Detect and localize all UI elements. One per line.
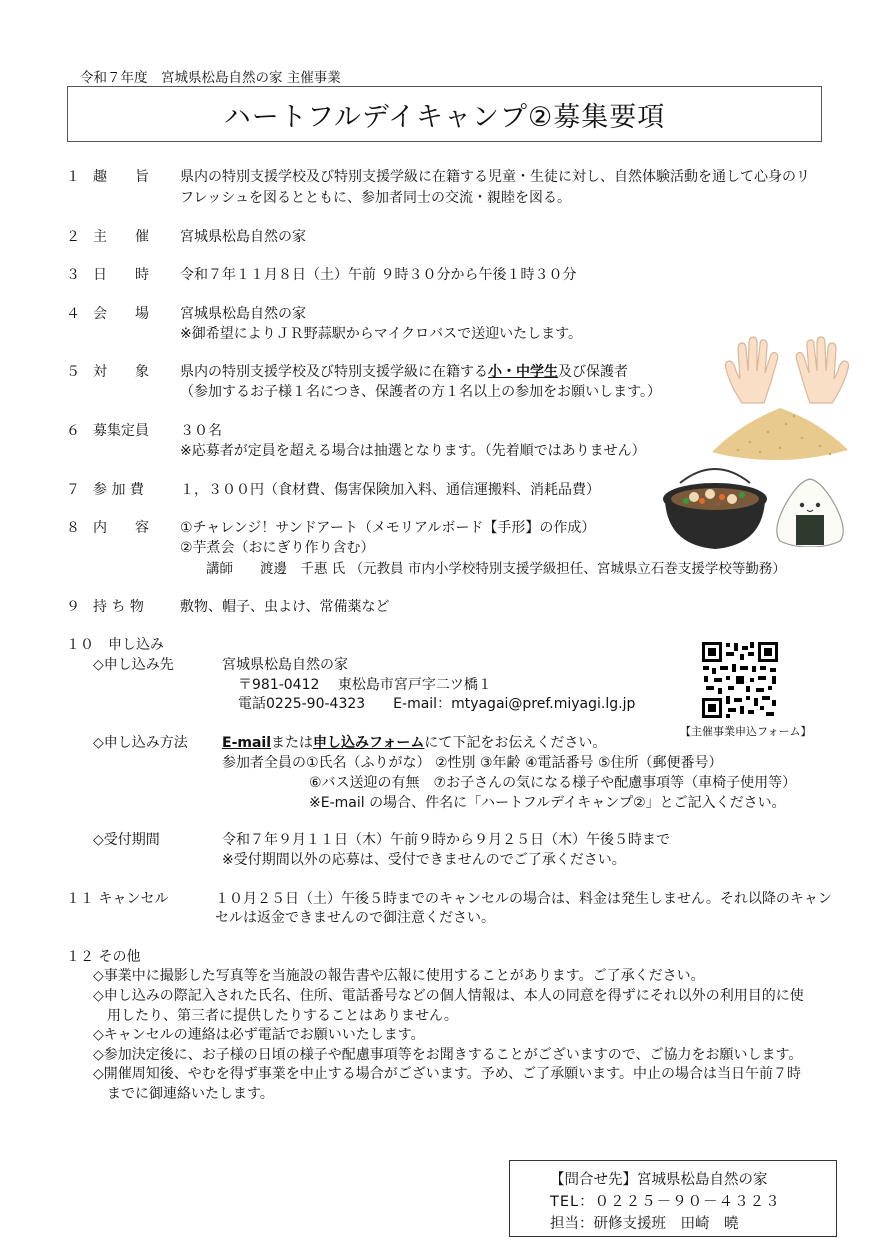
method-line1: E-mailまたは申し込みフォームにて下記をお伝えください。	[222, 735, 607, 751]
section-11-line1: １０月２５日（土）午後５時までのキャンセルの場合は、料金は発生しません。それ以降のキャン	[215, 891, 832, 907]
section-8-line3: 講師 渡邊 千惠 氏 （元教員 市内小学校特別支援学級担任、宮城県立石巻支援学校等勤務）	[206, 561, 786, 577]
method-label: ◇申し込み方法	[93, 735, 188, 751]
hands-icon	[722, 335, 852, 405]
section-3-num: ３	[66, 267, 80, 283]
section-4-label: 会 場	[93, 306, 149, 322]
section-7-num: ７	[66, 482, 80, 498]
section-5-line2: （参加するお子様１名につき、保護者の方１名以上の参加をお願いします。）	[180, 384, 662, 400]
section-11-line2: セルは返金できませんので御注意ください。	[215, 910, 495, 926]
section-12-heading: １２ その他	[66, 949, 141, 965]
dest-line1: 宮城県松島自然の家	[222, 657, 348, 673]
section-5-line1: 県内の特別支援学校及び特別支援学級に在籍する小・中学生及び保護者	[180, 364, 628, 380]
other-item-2: ◇申し込みの際記入された氏名、住所、電話番号などの個人情報は、本人の同意を得ずにそれ以外の利用目的に使	[93, 988, 804, 1004]
other-item-1: ◇事業中に撮影した写真等を当施設の報告書や広報に使用することがあります。ご了承ください。	[93, 968, 705, 984]
onigiri-icon	[770, 475, 850, 547]
section-4-line2: ※御希望によりＪＲ野蒜駅からマイクロバスで送迎いたします。	[180, 326, 583, 342]
contact-line1: 【問合せ先】宮城県松島自然の家	[550, 1172, 768, 1188]
section-11-label: １１ キャンセル	[66, 891, 169, 907]
section-4-line1: 宮城県松島自然の家	[180, 306, 306, 322]
contact-person: 担当：研修支援班 田崎 曉	[550, 1216, 739, 1232]
contact-box	[509, 1160, 837, 1237]
sand-pile-icon	[710, 404, 850, 464]
dest-line2: 〒981-0412 東松島市宮戸字二ツ橋１	[238, 677, 492, 693]
other-item-4: ◇参加決定後に、お子様の日頃の様子や配慮事項等をお聞きすることがございますので、ご協力をお願いします。	[93, 1047, 803, 1063]
section-3-line1: 令和７年１１月８日（土）午前 ９時３０分から午後１時３０分	[180, 267, 577, 283]
section-1-line2: フレッシュを図るとともに、参加者同士の交流・親睦を図る。	[180, 190, 572, 206]
method-line2: 参加者全員の①氏名（ふりがな） ②性別 ③年齢 ④電話番号 ⑤住所（郵便番号）	[222, 755, 723, 771]
qr-caption: 【主催事業申込フォーム】	[680, 725, 812, 738]
imoni-pot-icon	[660, 463, 770, 553]
section-8-line1: ①チャレンジ！サンドアート（メモリアルボード【手形】の作成）	[180, 520, 596, 536]
section-2-num: ２	[66, 229, 80, 245]
section-1-label: 趣 旨	[93, 169, 149, 185]
section-4-num: ４	[66, 306, 80, 322]
section-6-num: ６	[66, 423, 80, 439]
title-box	[67, 86, 822, 142]
method-line3: ⑥バス送迎の有無 ⑦お子さんの気になる様子や配慮事項等（車椅子使用等）	[309, 775, 797, 791]
section-8-num: ８	[66, 520, 80, 536]
section-10-heading: １０ 申し込み	[66, 637, 164, 653]
contact-tel: TEL：０２２５－９０－４３２３	[550, 1194, 781, 1210]
section-8-line2: ②芋煮会（おにぎり作り含む）	[180, 540, 375, 556]
qr-code-icon[interactable]	[700, 640, 780, 720]
section-9-num: ９	[66, 599, 80, 615]
section-2-line1: 宮城県松島自然の家	[180, 229, 306, 245]
period-line2: ※受付期間以外の応募は、受付できませんのでご了承ください。	[222, 852, 626, 868]
section-8-label: 内 容	[93, 520, 149, 536]
section-2-label: 主 催	[93, 229, 149, 245]
dest-label: ◇申し込み先	[93, 657, 174, 673]
period-label: ◇受付期間	[93, 832, 160, 848]
other-item-5: ◇開催周知後、やむを得ず事業を中止する場合がございます。予め、ご了承願います。中止の場合は当日午前７時	[93, 1066, 801, 1082]
section-7-label: 参 加 費	[93, 482, 144, 498]
page-title: ハートフルデイキャンプ②募集要項	[223, 102, 666, 133]
other-item-3: ◇キャンセルの連絡は必ず電話でお願いいたします。	[93, 1027, 425, 1043]
period-line1: 令和７年９月１１日（木）午前９時から９月２５日（木）午後５時まで	[222, 832, 670, 848]
section-6-line2: ※応募者が定員を超える場合は抽選となります。（先着順ではありません）	[180, 443, 646, 459]
other-item-2-cont: 用したり、第三者に提供したりすることはありません。	[93, 1008, 458, 1024]
section-3-label: 日 時	[93, 267, 149, 283]
section-6-line1: ３０名	[180, 423, 222, 439]
section-6-label: 募集定員	[93, 423, 149, 439]
section-1-line1: 県内の特別支援学校及び特別支援学級に在籍する児童・生徒に対し、自然体験活動を通して心身のリ	[180, 169, 810, 185]
section-5-num: ５	[66, 364, 80, 380]
section-9-label: 持 ち 物	[93, 599, 144, 615]
section-1-num: １	[66, 169, 80, 185]
other-item-5-cont: までに御連絡いたします。	[93, 1086, 274, 1102]
target-grade-highlight: 小・中学生	[488, 364, 558, 380]
dest-line3: 電話0225-90-4323 E-mail：mtyagai@pref.miyagi.lg.jp	[238, 696, 636, 712]
header-text: 令和７年度 宮城県松島自然の家 主催事業	[80, 70, 341, 86]
method-line4: ※E-mail の場合、件名に「ハートフルデイキャンプ②」とご記入ください。	[309, 795, 786, 811]
section-5-label: 対 象	[93, 364, 149, 380]
section-9-line1: 敷物、帽子、虫よけ、常備薬など	[180, 599, 390, 615]
section-7-line1: １，３００円（食材費、傷害保険加入料、通信運搬料、消耗品費）	[180, 482, 600, 498]
